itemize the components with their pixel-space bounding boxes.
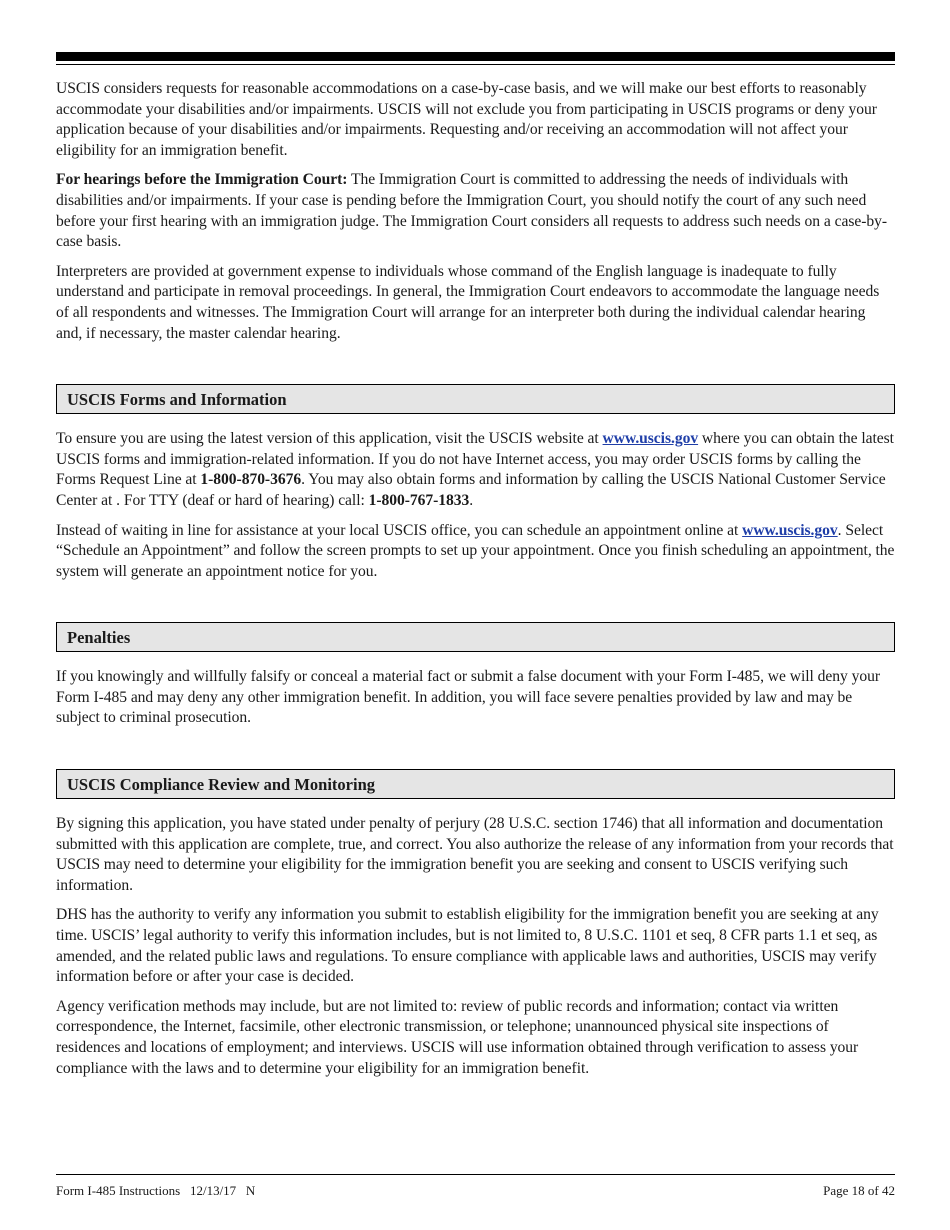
section-heading-compliance: USCIS Compliance Review and Monitoring <box>56 769 895 799</box>
footer-rule <box>56 1174 895 1175</box>
immigration-court-paragraph <box>56 170 895 252</box>
uscis-appointment-link[interactable]: www.uscis.gov <box>742 521 838 539</box>
appointment-paragraph: Instead of waiting in line for assistance at your local USCIS office, you can schedule an appointment online at www.uscis.gov. Select “Schedule an Appointment” and follow the screen prompts to set up your appointment. Once you finish scheduling an appointment, the system will generate an appointment notice for you. <box>56 521 895 580</box>
document-content <box>56 79 895 1088</box>
header-rule-thick <box>56 52 895 61</box>
section-heading-forms: USCIS Forms and Information <box>56 384 895 414</box>
header-rule-thin <box>56 64 895 65</box>
section-heading-penalties: Penalties <box>56 622 895 652</box>
footer-form-info: Form I-485 Instructions 12/13/17 N <box>56 1183 256 1198</box>
penalties-paragraph: If you knowingly and willfully falsify or conceal a material fact or submit a false document with your Form I-485, we will deny your Form I-485 and may deny any other immigration benefit. In addition, you will face severe penalties provided by law and may be subject to criminal prosecution. <box>56 668 880 727</box>
footer-page-number: Page 18 of 42 <box>823 1183 895 1198</box>
compliance-paragraph-3: Agency verification methods may include, but are not limited to: review of public records and information; contact via written correspondence, the Internet, facsimile, other electronic transmission, or telephone; unannounced physical site inspections of residences and locations of employment; and interviews. USCIS will use information obtained through verification to assess your compliance with the laws and to determine your eligibility for an immigration benefit. <box>56 997 859 1077</box>
compliance-paragraph-2: DHS has the authority to verify any information you submit to establish eligibility for the immigration benefit you are seeking at any time. USCIS’ legal authority to verify this information includes, but is not limited to, 8 U.S.C. 1101 et seq, 8 CFR parts 1.1 et seq, as amended, and the related public laws and regulations. To ensure compliance with applicable laws and authorities, USCIS may verify information before or after your case is decided. <box>56 906 879 986</box>
interpreters-paragraph: Interpreters are provided at government expense to individuals whose command of the English language is inadequate to fully understand and participate in removal proceedings. In general, the Immigration Court endeavors to accommodate the language needs of all respondents and witnesses. The Immigration Court will arrange for an interpreter both during the individual calendar hearing and, if necessary, the master calendar hearing. <box>56 262 880 342</box>
compliance-paragraph-1: By signing this application, you have stated under penalty of perjury (28 U.S.C. section 1746) that all information and documentation submitted with this application are complete, true, and correct. You also authorize the release of any information from your records that USCIS may need to determine your eligibility for the immigration benefit you are seeking and consent to USCIS verifying such information. <box>56 815 894 894</box>
immigration-court-text: The Immigration Court is committed to addressing the needs of individuals with disabilities and/or impairments. If your case is pending before the Immigration Court, you should notify the court of any such need before your first hearing with an immigration judge. The Immigration Court considers all requests to address such needs on a case-by-case basis. <box>56 171 888 251</box>
uscis-website-link[interactable]: www.uscis.gov <box>602 430 699 448</box>
forms-request-phone: 1-800-870-3676 <box>200 471 302 489</box>
immigration-court-lead: For hearings before the Immigration Court: <box>56 171 348 189</box>
tty-phone: 1-800-767-1833 <box>368 491 470 509</box>
forms-paragraph: To ensure you are using the latest version of this application, visit the USCIS website at www.uscis.gov where you can obtain the latest USCIS forms and immigration-related information. If you do not have Internet access, you may order USCIS forms by calling the Forms Request Line at 1-800-870-3676. You may also obtain forms and information by calling the USCIS National Customer Service Center at . For TTY (deaf or hard of hearing) call: 1-800-767-1833. <box>56 430 894 509</box>
accommodation-paragraph: USCIS considers requests for reasonable accommodations on a case-by-case basis, and we will make our best efforts to reasonably accommodate your disabilities and/or impairments. USCIS will not exclude you from participating in USCIS programs or deny your application because of your disabilities and/or impairments. Requesting and/or receiving an accommodation will not affect your eligibility for an immigration benefit. <box>56 80 877 159</box>
